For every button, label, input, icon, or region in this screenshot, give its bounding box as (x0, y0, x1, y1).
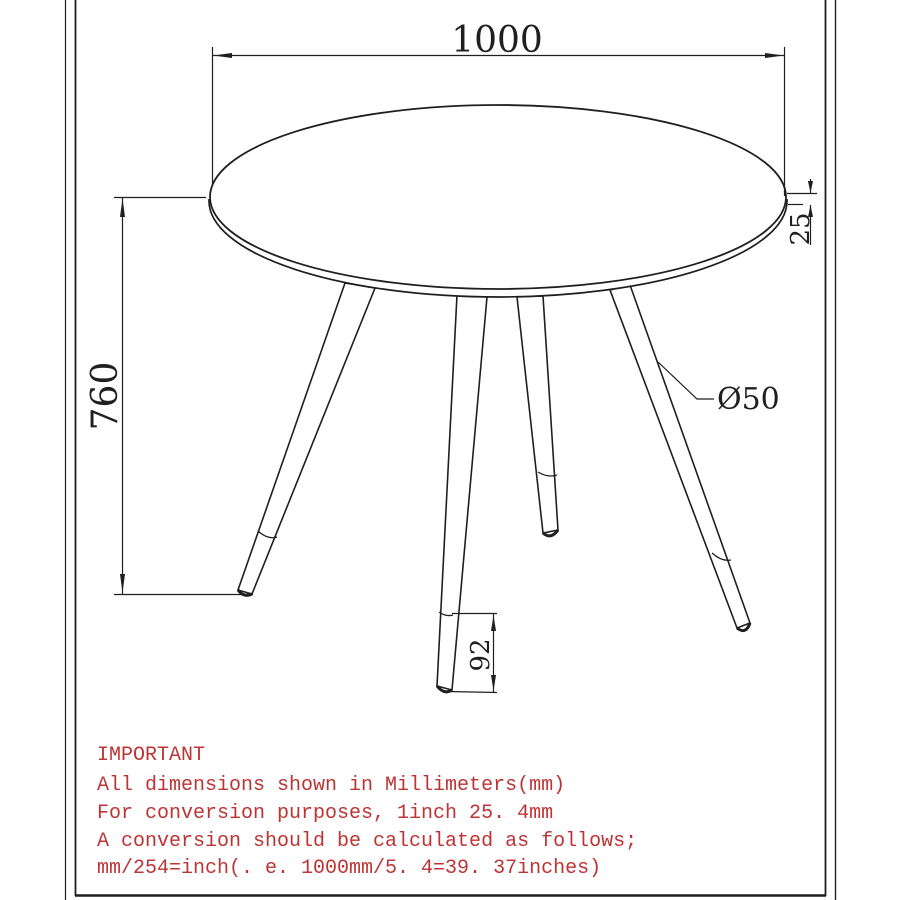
dim-thickness-arrow-down (808, 181, 813, 193)
dim-width-label: 1000 (451, 20, 543, 61)
dim-foot-label: 92 (466, 638, 496, 672)
dim-thickness-label: 25 (786, 212, 816, 246)
notes-heading: IMPORTANT (97, 744, 206, 767)
notes-line-1: All dimensions shown in Millimeters(mm) (97, 774, 566, 797)
notes-line-3: A conversion should be calculated as follows; (97, 830, 638, 853)
table-top (209, 105, 787, 297)
dim-height-arrow-top (120, 198, 125, 217)
dimension-height (114, 197, 253, 595)
dim-foot-arrow-bottom (491, 675, 496, 691)
notes-line-2: For conversion purposes, 1inch 25. 4mm (97, 802, 554, 825)
leg-front-right (610, 285, 750, 628)
dim-foot-arrow-top (491, 615, 496, 631)
dim-width-arrow-left (213, 53, 232, 58)
table-top-surface-ellipse (210, 105, 786, 289)
leg-center-right (517, 296, 558, 533)
leg-center-left (437, 295, 487, 690)
dim-width-arrow-right (765, 53, 784, 58)
notes-line-4: mm/254=inch(. e. 1000mm/5. 4=39. 37inches) (97, 857, 602, 880)
leg-diameter-label: Ø50 (717, 382, 780, 417)
dim-height-label: 760 (85, 361, 126, 431)
dim-height-arrow-bottom (120, 574, 125, 593)
leg-front-left (238, 283, 375, 594)
notes-block (97, 744, 637, 880)
dim-foot-ext-bottom (448, 692, 497, 693)
